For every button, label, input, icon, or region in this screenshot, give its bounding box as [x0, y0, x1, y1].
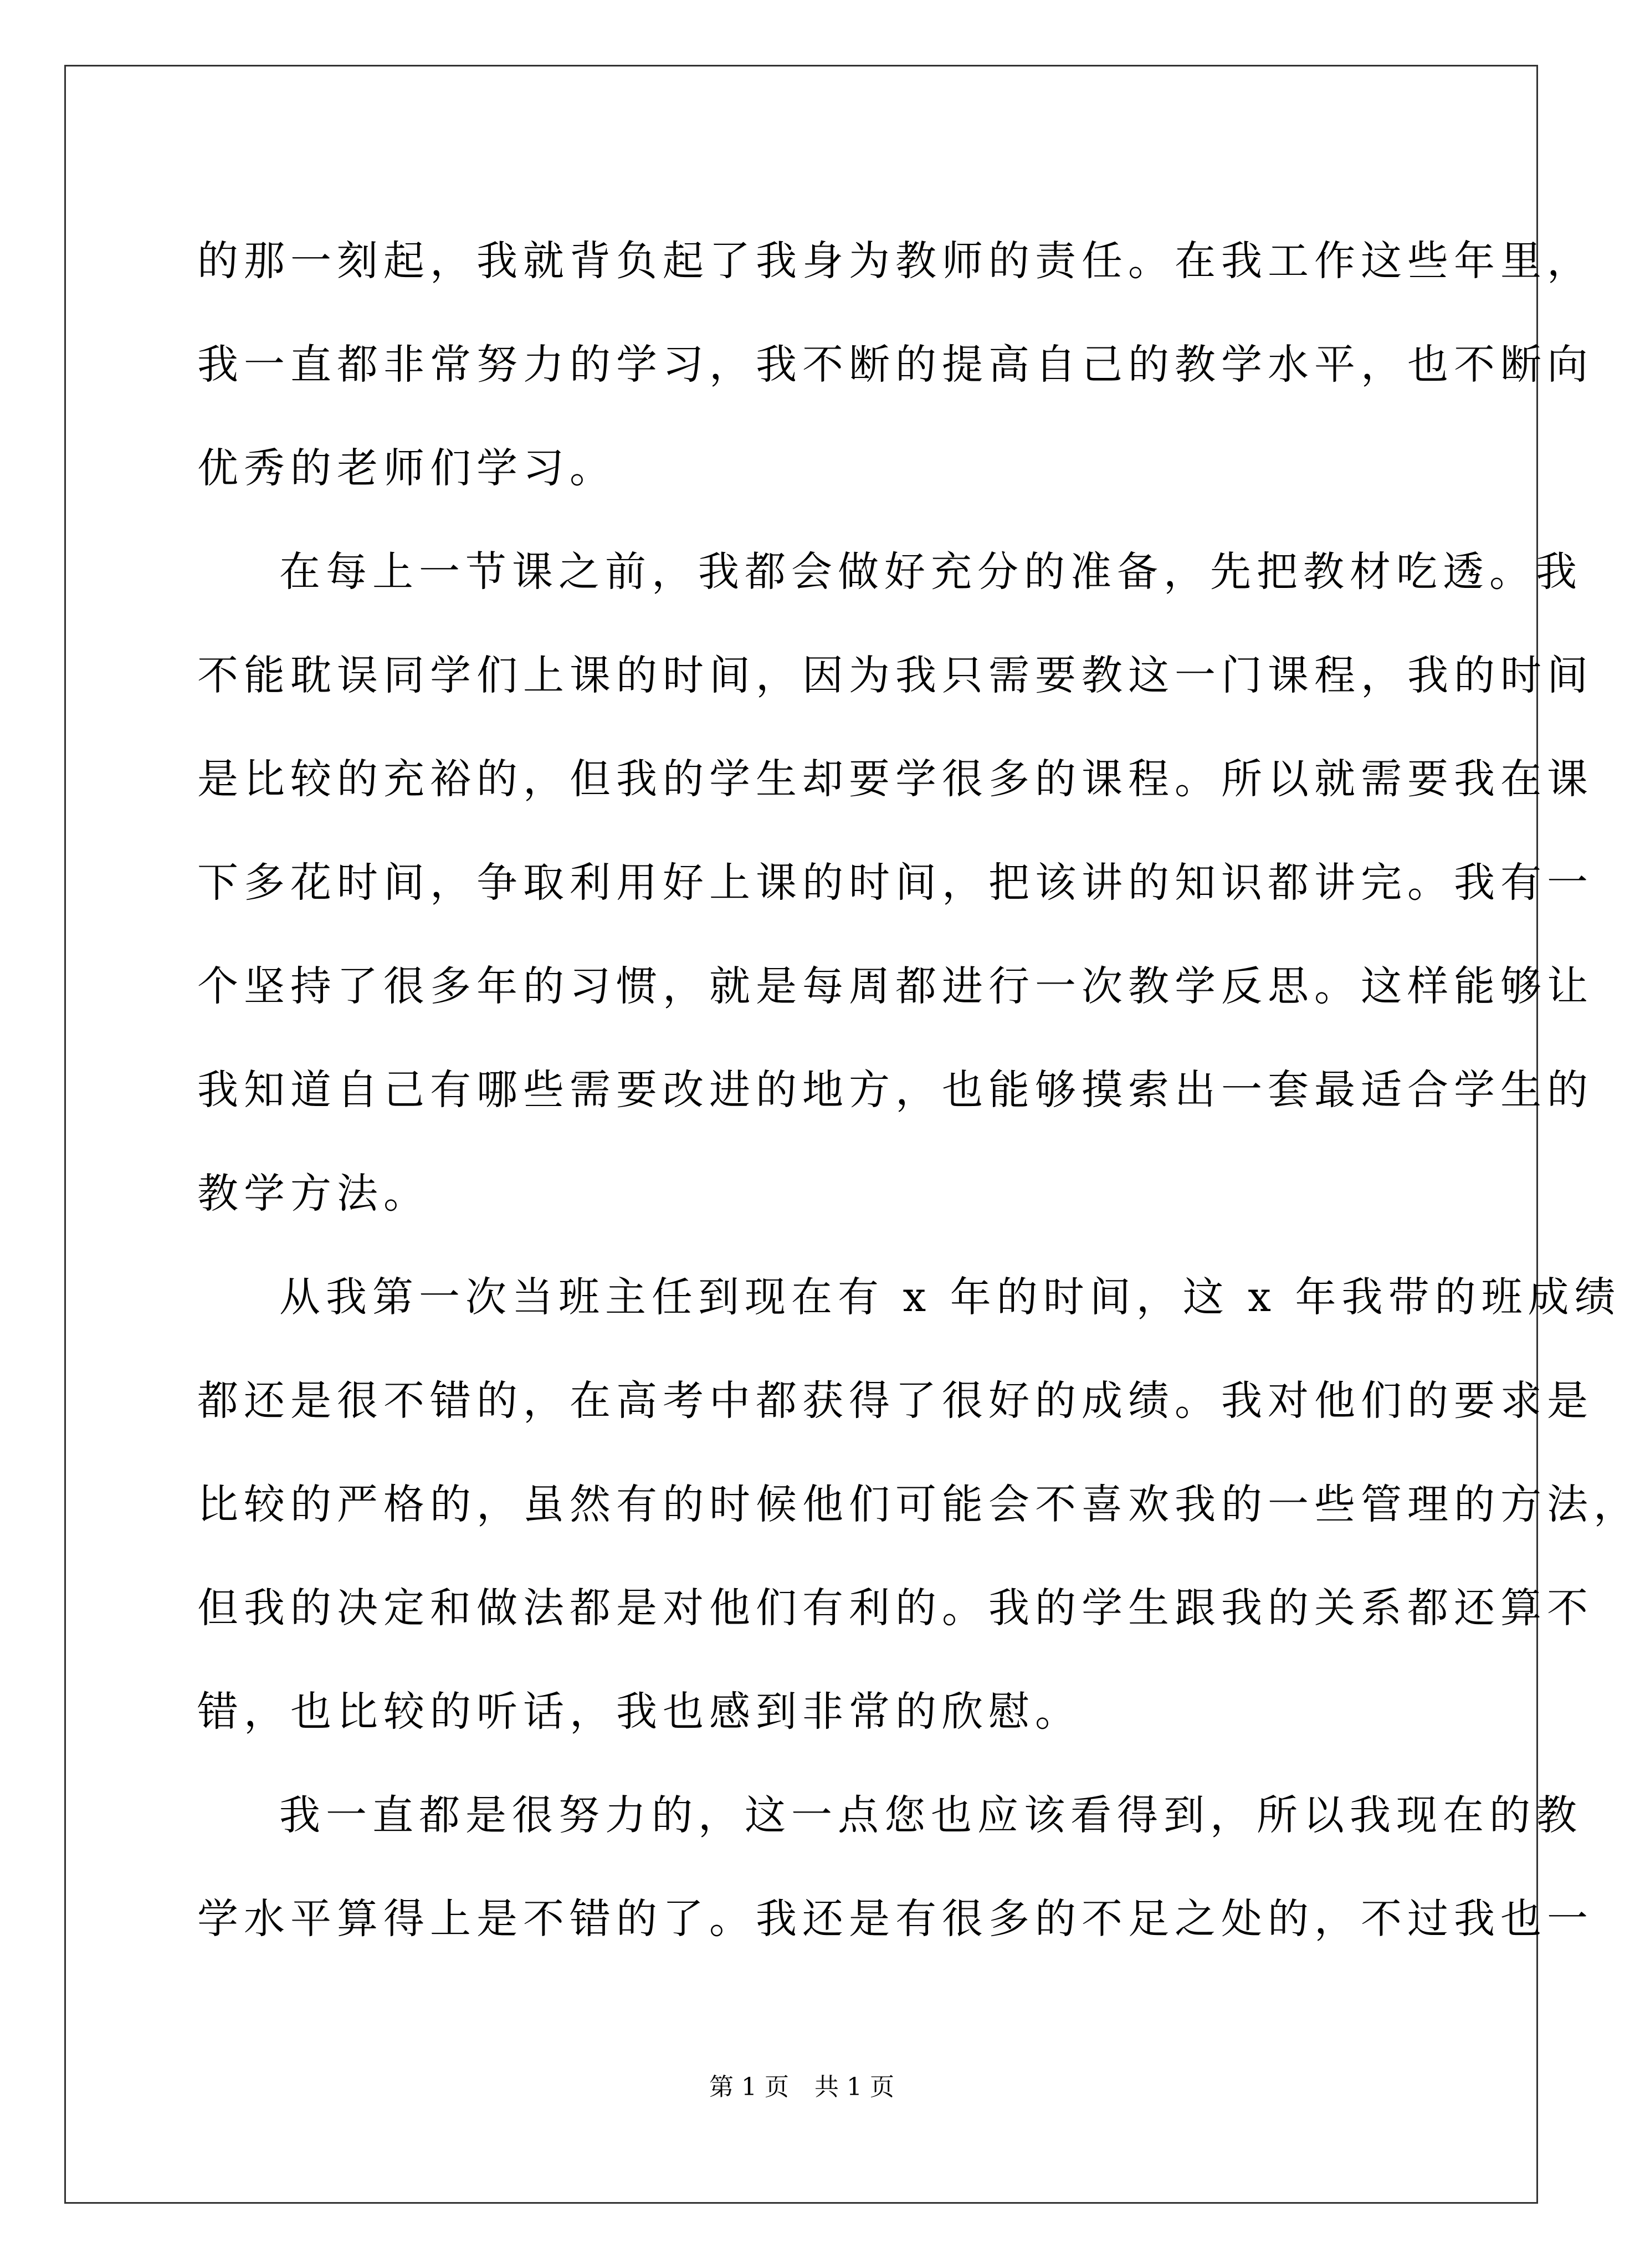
text-line: 我知道自己有哪些需要改进的地方，也能够摸索出一套最适合学生的	[197, 1066, 1593, 1114]
text-line: 学水平算得上是不错的了。我还是有很多的不足之处的，不过我也一	[197, 1895, 1593, 1943]
text-line: 是比较的充裕的，但我的学生却要学很多的课程。所以就需要我在课	[197, 755, 1593, 803]
paragraph-start-line: 我一直都是很努力的，这一点您也应该看得到，所以我现在的教	[279, 1791, 1582, 1839]
page-total: 共 1 页	[814, 2073, 894, 2101]
text-line: 下多花时间，争取利用好上课的时间，把该讲的知识都讲完。我有一	[197, 859, 1593, 907]
text-line: 我一直都非常努力的学习，我不断的提高自己的教学水平，也不断向	[197, 341, 1593, 388]
paragraph-start-line: 在每上一节课之前，我都会做好充分的准备，先把教材吃透。我	[279, 548, 1582, 596]
text-line: 个坚持了很多年的习惯，就是每周都进行一次教学反思。这样能够让	[197, 963, 1593, 1010]
text-line: 但我的决定和做法都是对他们有利的。我的学生跟我的关系都还算不	[197, 1584, 1593, 1632]
document-body	[197, 209, 1640, 1971]
page-footer	[0, 2067, 1603, 2102]
text-line: 都还是很不错的，在高考中都获得了很好的成绩。我对他们的要求是	[197, 1377, 1593, 1425]
text-line: 教学方法。	[197, 1170, 430, 1217]
text-line: 优秀的老师们学习。	[197, 444, 616, 492]
text-line: 的那一刻起，我就背负起了我身为教师的责任。在我工作这些年里，	[197, 237, 1593, 285]
text-line: 不能耽误同学们上课的时间，因为我只需要教这一门课程，我的时间	[197, 652, 1593, 699]
text-line: 错，也比较的听话，我也感到非常的欣慰。	[197, 1688, 1082, 1735]
page-number: 第 1 页	[709, 2073, 789, 2101]
text-line: 比较的严格的，虽然有的时候他们可能会不喜欢我的一些管理的方法，	[197, 1481, 1640, 1528]
paragraph-start-line: 从我第一次当班主任到现在有 x 年的时间，这 x 年我带的班成绩	[279, 1273, 1621, 1321]
